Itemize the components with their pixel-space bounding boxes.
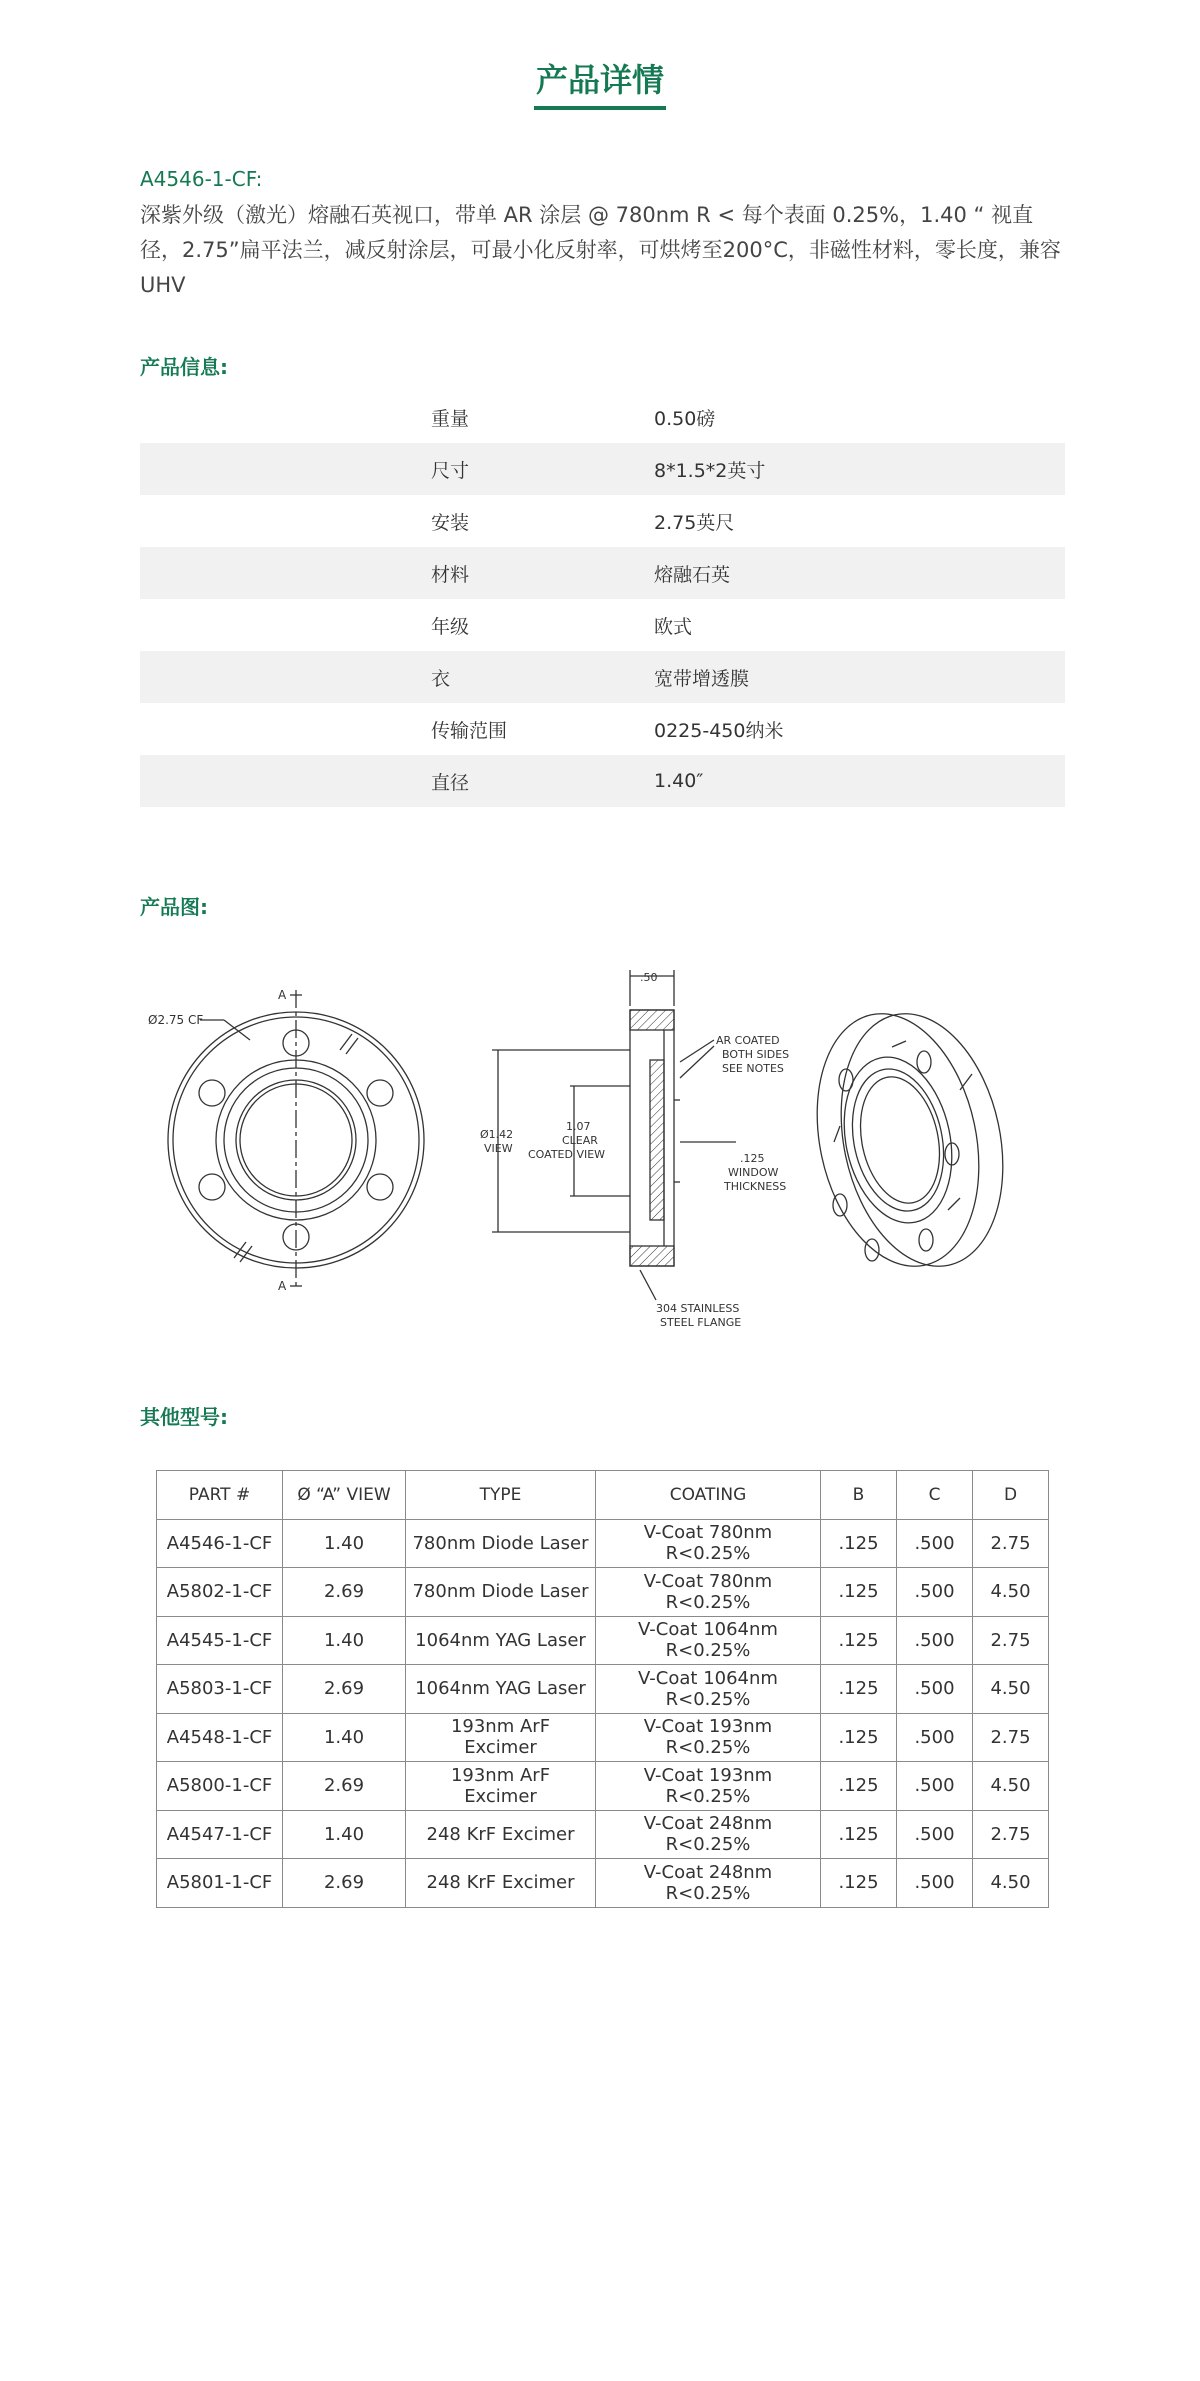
label-clear-3: COATED VIEW [528, 1148, 606, 1161]
cell-coating: V-Coat 1064nm R<0.25% [596, 1665, 821, 1714]
cell-b: .125 [821, 1665, 897, 1714]
cell-view: 1.40 [283, 1519, 406, 1568]
model-label: A4546-1-CF: [140, 167, 263, 191]
cell-d: 4.50 [973, 1762, 1049, 1811]
cell-c: .500 [897, 1713, 973, 1762]
drawing-section-label: 产品图: [140, 895, 208, 919]
cell-c: .500 [897, 1810, 973, 1859]
cell-type: 1064nm YAG Laser [406, 1616, 596, 1665]
models-table [156, 1470, 1049, 1908]
table-row [157, 1616, 1049, 1665]
header-part: PART # [157, 1471, 283, 1520]
info-value: 熔融石英 [654, 563, 731, 586]
info-row-size [140, 443, 1065, 495]
table-header-row [157, 1471, 1049, 1520]
info-row-transmission [140, 703, 1065, 755]
header-coating: COATING [596, 1471, 821, 1520]
info-key: 衣 [431, 667, 451, 690]
cell-coating: V-Coat 193nm R<0.25% [596, 1762, 821, 1811]
cell-view: 1.40 [283, 1616, 406, 1665]
cell-b: .125 [821, 1616, 897, 1665]
label-window-3: THICKNESS [724, 1180, 787, 1193]
cell-b: .125 [821, 1859, 897, 1908]
info-value: 0225-450纳米 [654, 719, 784, 742]
cell-b: .125 [821, 1568, 897, 1617]
header-b: B [821, 1471, 897, 1520]
label-section-a-top: A [278, 988, 287, 1002]
cell-part: A5800-1-CF [157, 1762, 283, 1811]
header-c: C [897, 1471, 973, 1520]
cell-type: 780nm Diode Laser [406, 1568, 596, 1617]
technical-drawing [140, 950, 1065, 1350]
cell-c: .500 [897, 1859, 973, 1908]
cell-type: 248 KrF Excimer [406, 1810, 596, 1859]
cell-coating: V-Coat 780nm R<0.25% [596, 1568, 821, 1617]
header-d: D [973, 1471, 1049, 1520]
cell-part: A4546-1-CF [157, 1519, 283, 1568]
label-section-a-bottom: A [278, 1279, 287, 1293]
info-value: 2.75英尺 [654, 511, 735, 534]
label-ar-coated-2: BOTH SIDES [722, 1048, 790, 1061]
cell-type: 193nm ArF Excimer [406, 1762, 596, 1811]
cell-d: 2.75 [973, 1519, 1049, 1568]
cell-type: 780nm Diode Laser [406, 1519, 596, 1568]
cell-part: A5802-1-CF [157, 1568, 283, 1617]
label-thickness: .50 [640, 971, 658, 984]
cell-view: 1.40 [283, 1713, 406, 1762]
cell-c: .500 [897, 1762, 973, 1811]
cell-view: 2.69 [283, 1859, 406, 1908]
info-value: 8*1.5*2英寸 [654, 459, 766, 482]
cell-coating: V-Coat 1064nm R<0.25% [596, 1616, 821, 1665]
info-value: 1.40″ [654, 770, 704, 792]
table-row [157, 1665, 1049, 1714]
info-table [140, 391, 1065, 807]
cell-part: A4548-1-CF [157, 1713, 283, 1762]
table-row [157, 1568, 1049, 1617]
cell-d: 2.75 [973, 1616, 1049, 1665]
cell-b: .125 [821, 1519, 897, 1568]
label-clear-2: CLEAR [562, 1134, 598, 1147]
info-key: 材料 [431, 563, 470, 586]
models-section-label: 其他型号: [140, 1405, 228, 1429]
info-section-label: 产品信息: [140, 355, 228, 379]
info-key: 传输范围 [431, 719, 508, 742]
cell-part: A4545-1-CF [157, 1616, 283, 1665]
info-value: 宽带增透膜 [654, 667, 750, 690]
section-view [492, 970, 736, 1300]
cell-d: 2.75 [973, 1810, 1049, 1859]
label-clear-1: 1.07 [566, 1120, 591, 1133]
cell-d: 4.50 [973, 1859, 1049, 1908]
info-row-diameter [140, 755, 1065, 807]
technical-drawing-svg [140, 950, 1065, 1350]
cell-type: 193nm ArF Excimer [406, 1713, 596, 1762]
info-key: 尺寸 [431, 459, 470, 482]
info-row-weight [140, 391, 1065, 443]
info-key: 重量 [431, 407, 470, 430]
cell-c: .500 [897, 1665, 973, 1714]
cell-coating: V-Coat 780nm R<0.25% [596, 1519, 821, 1568]
info-key: 年级 [431, 615, 470, 638]
cell-b: .125 [821, 1810, 897, 1859]
cell-part: A4547-1-CF [157, 1810, 283, 1859]
cell-coating: V-Coat 193nm R<0.25% [596, 1713, 821, 1762]
cell-b: .125 [821, 1713, 897, 1762]
cell-type: 248 KrF Excimer [406, 1859, 596, 1908]
cell-coating: V-Coat 248nm R<0.25% [596, 1810, 821, 1859]
label-window-1: .125 [740, 1152, 765, 1165]
label-view-diameter-1: Ø1.42 [480, 1128, 514, 1141]
label-view-diameter-2: VIEW [484, 1142, 513, 1155]
label-window-2: WINDOW [728, 1166, 779, 1179]
cell-c: .500 [897, 1616, 973, 1665]
cell-c: .500 [897, 1568, 973, 1617]
cell-d: 2.75 [973, 1713, 1049, 1762]
cell-view: 1.40 [283, 1810, 406, 1859]
page-title: 产品详情 [535, 61, 664, 99]
table-row [157, 1713, 1049, 1762]
cell-part: A5803-1-CF [157, 1665, 283, 1714]
label-cf-diameter: Ø2.75 CF [148, 1013, 204, 1027]
cell-d: 4.50 [973, 1568, 1049, 1617]
label-flange-1: 304 STAINLESS [656, 1302, 740, 1315]
info-row-coating [140, 651, 1065, 703]
cell-b: .125 [821, 1762, 897, 1811]
table-row [157, 1859, 1049, 1908]
cell-view: 2.69 [283, 1568, 406, 1617]
cell-type: 1064nm YAG Laser [406, 1665, 596, 1714]
table-row [157, 1810, 1049, 1859]
info-row-grade [140, 599, 1065, 651]
table-row [157, 1762, 1049, 1811]
cell-coating: V-Coat 248nm R<0.25% [596, 1859, 821, 1908]
cell-view: 2.69 [283, 1665, 406, 1714]
table-row [157, 1519, 1049, 1568]
front-view [168, 990, 424, 1290]
header-view: Ø “A” VIEW [283, 1471, 406, 1520]
info-value: 欧式 [654, 615, 693, 638]
info-value: 0.50磅 [654, 407, 716, 430]
header-type: TYPE [406, 1471, 596, 1520]
title-underline [534, 106, 666, 110]
cell-view: 2.69 [283, 1762, 406, 1811]
label-ar-coated-1: AR COATED [716, 1034, 780, 1047]
label-ar-coated-3: SEE NOTES [722, 1062, 784, 1075]
info-key: 直径 [431, 771, 470, 794]
cell-c: .500 [897, 1519, 973, 1568]
product-description: 深紫外级（激光）熔融石英视口，带单 AR 涂层 @ 780nm R < 每个表面 0.25%，1.40 “ 视直径，2.75”扁平法兰，减反射涂层，可最小化反射率，可烘烤至200°C，非磁性材料，零长度，兼容UHV [140, 203, 1061, 297]
info-key: 安装 [431, 511, 470, 534]
info-row-mount [140, 495, 1065, 547]
cell-d: 4.50 [973, 1665, 1049, 1714]
isometric-view [795, 999, 1025, 1282]
cell-part: A5801-1-CF [157, 1859, 283, 1908]
info-row-material [140, 547, 1065, 599]
label-flange-2: STEEL FLANGE [660, 1316, 742, 1329]
